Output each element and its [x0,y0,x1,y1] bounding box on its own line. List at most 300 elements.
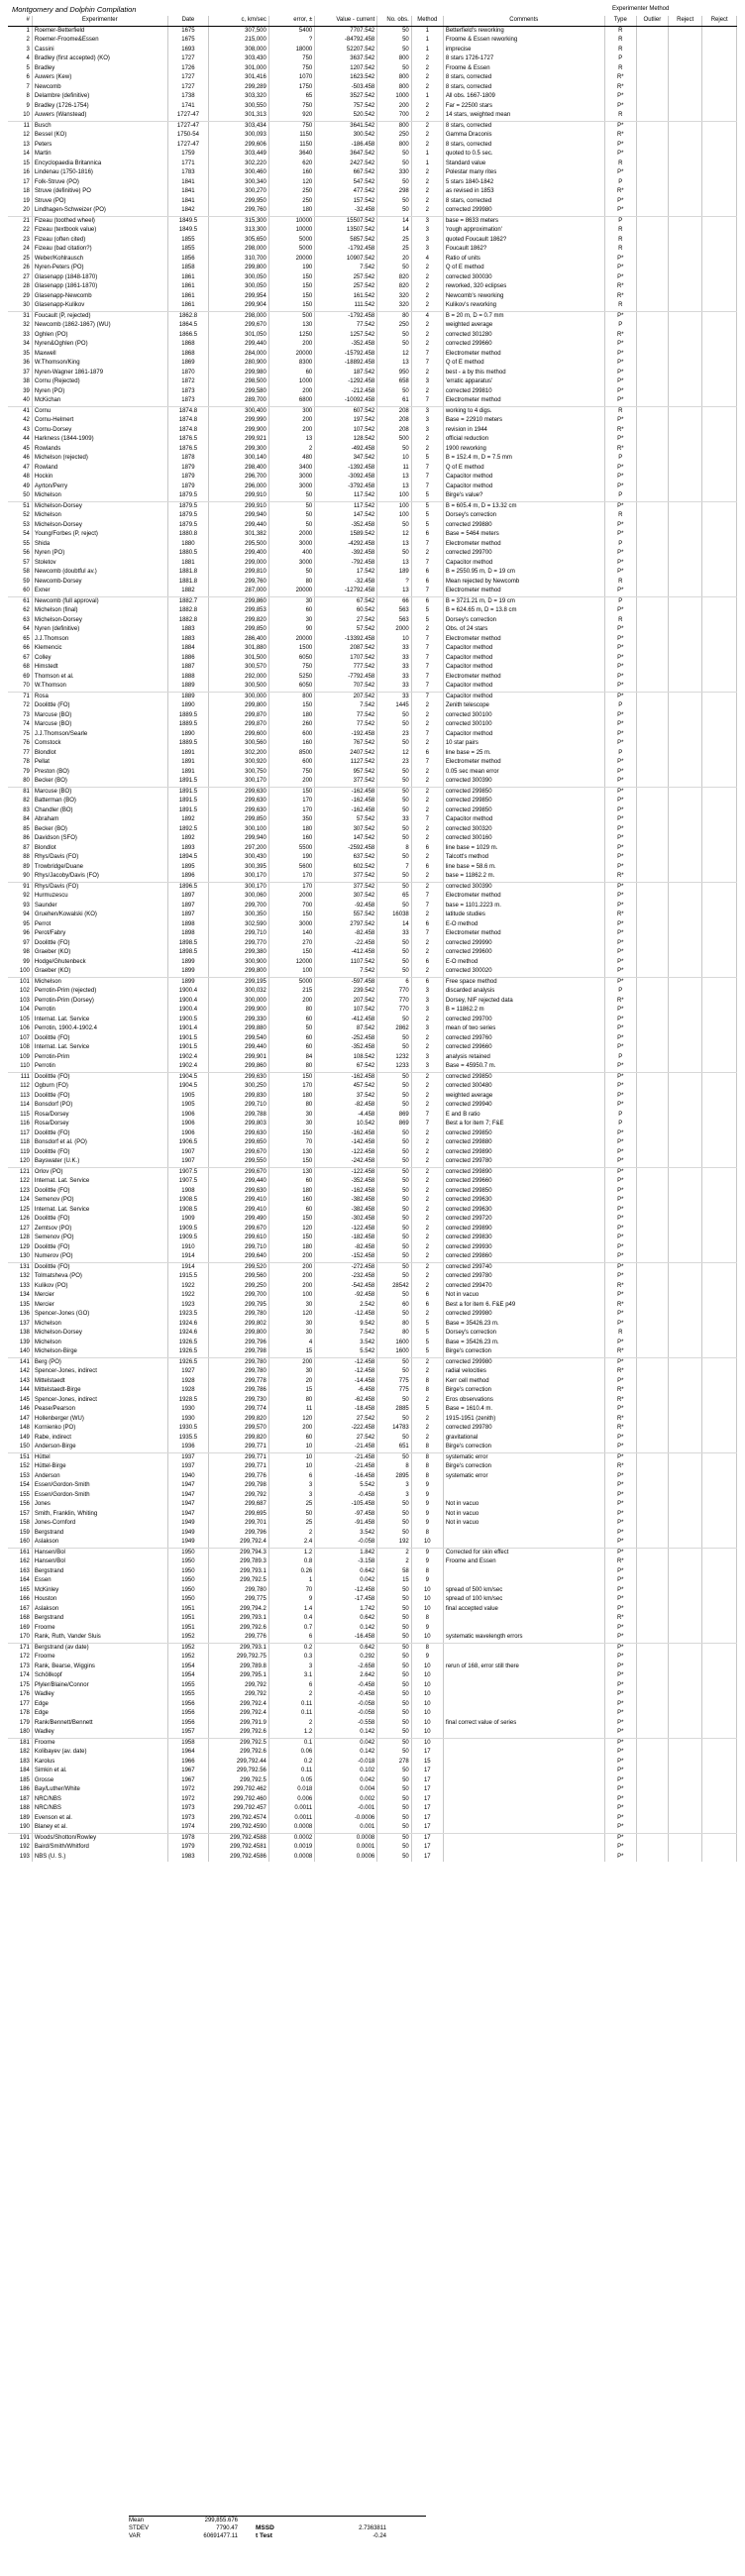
experimenter-cell: Tolmatsheva (PO) [32,1272,167,1282]
comment-cell: Best a for item 7; F&E [443,1120,604,1129]
table-row [8,1301,737,1311]
reject-1-cell [668,1462,701,1472]
error-value-cell: 65 [268,92,314,102]
experimenter-cell: Pellat [32,758,167,768]
value-minus-current-cell: 10.542 [315,1120,377,1129]
type-code-cell: R* [604,73,636,83]
comment-cell: 1915-1951 (zenith) [443,1415,604,1425]
mssd-label: MSSD [256,2524,274,2531]
error-value-cell: 0.0008 [268,1823,314,1833]
date-cell: 1915.5 [167,1272,209,1282]
row-index-cell: 193 [8,1853,32,1863]
error-value-cell: 190 [268,853,314,863]
reject-1-cell [668,967,701,977]
obs-count-cell: 13 [377,559,411,569]
experimenter-cell: Fizeau (textbook value) [32,226,167,236]
reject-2-cell [702,701,737,711]
obs-count-cell: 50 [377,1833,411,1843]
table-row [8,282,737,292]
experimenter-cell: Struve (PO) [32,197,167,207]
date-cell: 1899 [167,977,209,987]
reject-1-cell [668,1262,701,1272]
reject-1-cell [668,701,701,711]
date-cell: 1861 [167,273,209,283]
value-minus-current-cell: -0.058 [315,1700,377,1710]
row-index-cell: 15 [8,160,32,169]
speed-value-cell: 300,900 [209,958,269,968]
reject-1-cell [668,939,701,949]
error-value-cell: 50 [268,511,314,521]
speed-value-cell: 299,850 [209,815,269,825]
reject-2-cell [702,958,737,968]
type-code-cell: P* [604,549,636,559]
speed-value-cell: 300,570 [209,663,269,673]
method-code-cell: 9 [411,1510,443,1520]
reject-1-cell [668,1024,701,1034]
reject-1-cell [668,578,701,588]
error-value-cell: 150 [268,787,314,797]
error-value-cell: 120 [268,178,314,188]
value-minus-current-cell: -597.458 [315,977,377,987]
type-code-cell: P* [604,1234,636,1243]
error-value-cell: 0.006 [268,1795,314,1805]
error-value-cell: 750 [268,768,314,778]
outlier-mark-cell [636,1415,668,1425]
reject-2-cell [702,967,737,977]
outlier-mark-cell [636,701,668,711]
speed-value-cell: 299,792.75 [209,1653,269,1663]
date-cell: 1947 [167,1500,209,1510]
error-value-cell: 5250 [268,673,314,683]
experimenter-cell: Numerov (PO) [32,1252,167,1262]
reject-1-cell [668,1853,701,1863]
reject-1-cell [668,1833,701,1843]
error-value-cell: 0.11 [268,1700,314,1710]
date-cell: 1874.8 [167,426,209,436]
speed-value-cell: 299,860 [209,1062,269,1072]
date-cell: 1869 [167,359,209,369]
outlier-mark-cell [636,464,668,474]
experimenter-cell: Internat. Lat. Service [32,1016,167,1025]
comment-cell: Birge's correction [443,1347,604,1357]
experimenter-cell: Colley [32,654,167,664]
reject-2-cell [702,1053,737,1063]
date-cell: 1902.4 [167,1053,209,1063]
table-row [8,540,737,550]
method-code-cell: 2 [411,967,443,977]
experimenter-cell: Aslakson [32,1605,167,1615]
reject-1-cell [668,1767,701,1776]
error-value-cell: 750 [268,121,314,131]
method-code-cell: 17 [411,1833,443,1843]
date-cell: 1882.8 [167,616,209,626]
method-code-cell: 7 [411,730,443,740]
method-code-cell: 8 [411,1567,443,1577]
error-value-cell: 150 [268,911,314,920]
reject-2-cell [702,635,737,645]
type-code-cell: R* [604,426,636,436]
table-row [8,54,737,64]
obs-count-cell: 200 [377,102,411,112]
row-index-cell: 131 [8,1262,32,1272]
obs-count-cell: 50 [377,206,411,216]
row-index-cell: 20 [8,206,32,216]
obs-count-cell: 50 [377,1396,411,1406]
date-cell: 1891.5 [167,777,209,787]
experimenter-cell: Doolittle (FO) [32,701,167,711]
date-cell: 1876.5 [167,435,209,445]
reject-2-cell [702,396,737,406]
outlier-mark-cell [636,54,668,64]
reject-1-cell [668,168,701,178]
comment-cell: corrected 299850 [443,1072,604,1082]
value-minus-current-cell: -503.458 [315,83,377,93]
reject-2-cell [702,844,737,854]
method-code-cell: 2 [411,131,443,141]
error-value-cell: 600 [268,758,314,768]
speed-value-cell: 299,701 [209,1519,269,1529]
date-cell: 1957 [167,1728,209,1738]
value-minus-current-cell: 602.542 [315,863,377,873]
experimenter-cell: Rosa/Dorsey [32,1111,167,1121]
outlier-mark-cell [636,1776,668,1786]
row-index-cell: 96 [8,929,32,939]
error-value-cell: 180 [268,206,314,216]
experimenter-cell: Bradley (first accepted) (KO) [32,54,167,64]
ttest-value: -0.24 [372,2533,386,2539]
reject-2-cell [702,929,737,939]
experimenter-cell: Fizeau (bad citation?) [32,245,167,255]
value-minus-current-cell: -32.458 [315,206,377,216]
method-code-cell: 8 [411,1443,443,1452]
comment-cell [443,1624,604,1634]
comment-cell: 8 stars, corrected [443,73,604,83]
outlier-mark-cell [636,216,668,226]
comment-cell [443,1681,604,1691]
value-minus-current-cell: 377.542 [315,882,377,892]
obs-count-cell: 16038 [377,911,411,920]
method-code-cell: 2 [411,1262,443,1272]
obs-count-cell: 1600 [377,1347,411,1357]
comment-cell: working to 4 digs. [443,406,604,416]
type-code-cell: R* [604,445,636,455]
comment-cell: corrected 299890 [443,1225,604,1234]
obs-count-cell: 50 [377,1643,411,1653]
error-value-cell: 30 [268,1320,314,1330]
obs-count-cell: 50 [377,1225,411,1234]
outlier-mark-cell [636,682,668,692]
outlier-mark-cell [636,1472,668,1482]
reject-2-cell [702,1510,737,1520]
table-row [8,1329,737,1339]
table-row [8,387,737,397]
table-row [8,131,737,141]
table-row [8,1101,737,1111]
speed-value-cell: 299,289 [209,83,269,93]
value-minus-current-cell: -82.458 [315,1243,377,1253]
date-cell: 1956 [167,1719,209,1729]
reject-2-cell [702,1415,737,1425]
ttest-label: t Test [256,2532,272,2539]
reject-1-cell [668,853,701,863]
date-cell: 1930 [167,1415,209,1425]
obs-count-cell: 50 [377,1187,411,1197]
obs-count-cell: 50 [377,1167,411,1177]
speed-value-cell: 299,850 [209,625,269,635]
date-cell: 1879.5 [167,511,209,521]
type-code-cell: P* [604,1481,636,1491]
reject-2-cell [702,987,737,997]
date-cell: 1898 [167,920,209,930]
value-minus-current-cell: 957.542 [315,768,377,778]
reject-2-cell [702,464,737,474]
value-minus-current-cell: -17.458 [315,1595,377,1605]
reject-2-cell [702,1157,737,1167]
type-code-cell: P [604,454,636,464]
type-code-cell: P* [604,1157,636,1167]
speed-value-cell: 299,630 [209,787,269,797]
obs-count-cell: 3 [377,1491,411,1501]
reject-2-cell [702,1823,737,1833]
value-minus-current-cell: 0.642 [315,1643,377,1653]
row-index-cell: 25 [8,255,32,265]
comment-cell [443,1795,604,1805]
comment-cell: Base = 35426.23 m. [443,1320,604,1330]
value-minus-current-cell: -10092.458 [315,396,377,406]
date-cell: 1928 [167,1386,209,1396]
table-row [8,226,737,236]
date-cell: 1928 [167,1377,209,1387]
type-code-cell: P [604,216,636,226]
outlier-mark-cell [636,1234,668,1243]
experimenter-cell: Perrotin, 1900.4-1902.4 [32,1024,167,1034]
error-value-cell: 0.8 [268,1557,314,1567]
experimenter-cell: Semenov (PO) [32,1196,167,1206]
experimenter-cell: Hansen/Bol [32,1548,167,1557]
error-value-cell: 0.11 [268,1767,314,1776]
reject-2-cell [702,1605,737,1615]
row-index-cell: 54 [8,530,32,540]
type-code-cell: P* [604,1357,636,1367]
row-index-cell: 139 [8,1339,32,1348]
date-cell: 1893 [167,844,209,854]
outlier-mark-cell [636,311,668,321]
type-code-cell: P* [604,1709,636,1719]
date-cell: 1891.5 [167,806,209,816]
comment-cell: corrected 299660 [443,1177,604,1187]
row-index-cell: 146 [8,1405,32,1415]
table-row [8,491,737,501]
row-index-cell: 155 [8,1491,32,1501]
row-index-cell: 24 [8,245,32,255]
error-value-cell: 20000 [268,350,314,360]
row-index-cell: 178 [8,1709,32,1719]
row-index-cell: 186 [8,1785,32,1795]
row-index-cell: 53 [8,521,32,531]
reject-1-cell [668,1043,701,1053]
outlier-mark-cell [636,902,668,912]
type-code-cell: P* [604,273,636,283]
experimenter-cell: NRC/NBS [32,1804,167,1814]
comment-cell: base = 8633 meters [443,216,604,226]
table-row [8,730,737,740]
row-index-cell: 105 [8,1016,32,1025]
table-row [8,758,737,768]
obs-count-cell: 651 [377,1443,411,1452]
error-value-cell: 60 [268,369,314,378]
speed-value-cell: 299,710 [209,1243,269,1253]
outlier-mark-cell [636,911,668,920]
type-code-cell: P [604,596,636,606]
outlier-mark-cell [636,426,668,436]
method-code-cell: 3 [411,1053,443,1063]
type-code-cell: P* [604,568,636,578]
table-row [8,663,737,673]
date-cell: 1849.5 [167,216,209,226]
outlier-mark-cell [636,540,668,550]
reject-1-cell [668,501,701,511]
outlier-mark-cell [636,369,668,378]
table-row [8,692,737,701]
value-minus-current-cell: 77.542 [315,720,377,730]
experimenter-cell: Rank/Bennett/Bennett [32,1719,167,1729]
row-index-cell: 192 [8,1843,32,1853]
error-value-cell: 200 [268,777,314,787]
reject-2-cell [702,1785,737,1795]
reject-2-cell [702,787,737,797]
experimenter-cell: Newcomb [32,83,167,93]
obs-count-cell: 189 [377,568,411,578]
speed-value-cell: 299,780 [209,1586,269,1596]
experimenter-cell: Rowlands [32,445,167,455]
reject-2-cell [702,1167,737,1177]
reject-1-cell [668,1785,701,1795]
value-minus-current-cell: 17.542 [315,568,377,578]
reject-1-cell [668,1157,701,1167]
method-code-cell: 2 [411,168,443,178]
value-minus-current-cell: 307.542 [315,892,377,902]
value-minus-current-cell: -4.458 [315,1111,377,1121]
error-value-cell: 200 [268,1262,314,1272]
comment-cell: Newcomb's reworking [443,292,604,302]
comment-cell: Talcott's method [443,853,604,863]
reject-2-cell [702,682,737,692]
experimenter-cell: Chandler (BO) [32,806,167,816]
comment-cell: Dorsey's correction [443,511,604,521]
method-code-cell: 6 [411,578,443,588]
comment-cell: B = 2550.95 m, D = 19 cm [443,568,604,578]
table-row [8,882,737,892]
outlier-mark-cell [636,26,668,36]
comment-cell: Q of E method [443,464,604,474]
type-code-cell: P* [604,663,636,673]
method-code-cell: 2 [411,777,443,787]
comment-cell: corrected 299660 [443,340,604,350]
obs-count-cell: 50 [377,787,411,797]
outlier-mark-cell [636,777,668,787]
reject-1-cell [668,1367,701,1377]
row-index-cell: 79 [8,768,32,778]
row-index-cell: 109 [8,1053,32,1063]
type-code-cell: R* [604,1415,636,1425]
type-code-cell: P* [604,1633,636,1643]
type-code-cell: P* [604,1491,636,1501]
experimenter-cell: Plyler/Blaine/Connor [32,1681,167,1691]
date-cell: 1855 [167,236,209,246]
header-date: Date [167,16,209,26]
table-row [8,187,737,197]
obs-count-cell: 50 [377,1510,411,1520]
reject-2-cell [702,1738,737,1748]
obs-count-cell: 66 [377,596,411,606]
experimenter-cell: Rhys/Davis (FO) [32,853,167,863]
type-code-cell: P* [604,768,636,778]
value-minus-current-cell: 0.002 [315,1795,377,1805]
reject-2-cell [702,663,737,673]
date-cell: 1750-54 [167,131,209,141]
row-index-cell: 126 [8,1215,32,1225]
reject-2-cell [702,359,737,369]
outlier-mark-cell [636,1282,668,1292]
experimenter-cell: Michelson-Dorsey [32,1329,167,1339]
type-code-cell: R* [604,331,636,341]
value-minus-current-cell: 3.542 [315,1529,377,1539]
comment-cell: E-O method [443,958,604,968]
error-value-cell: 50 [268,491,314,501]
reject-1-cell [668,1472,701,1482]
obs-count-cell: 50 [377,825,411,835]
error-value-cell: 30 [268,1301,314,1311]
method-code-cell: 2 [411,806,443,816]
comment-cell [443,1843,604,1853]
date-cell: 1898.5 [167,939,209,949]
comment-cell: official reduction [443,435,604,445]
row-index-cell: 145 [8,1396,32,1406]
value-minus-current-cell: 347.542 [315,454,377,464]
method-code-cell: 6 [411,749,443,759]
reject-2-cell [702,102,737,112]
outlier-mark-cell [636,853,668,863]
type-code-cell: P* [604,825,636,835]
reject-1-cell [668,1814,701,1824]
error-value-cell: 750 [268,663,314,673]
reject-1-cell [668,1748,701,1758]
outlier-mark-cell [636,1624,668,1634]
outlier-mark-cell [636,521,668,531]
obs-count-cell: 800 [377,121,411,131]
value-minus-current-cell: 111.542 [315,301,377,311]
type-code-cell: P* [604,902,636,912]
type-code-cell: P* [604,1405,636,1415]
date-cell: 1894.5 [167,853,209,863]
reject-1-cell [668,1225,701,1234]
obs-count-cell: 50 [377,1291,411,1301]
date-cell: 1886 [167,654,209,664]
reject-2-cell [702,1462,737,1472]
reject-1-cell [668,1567,701,1577]
method-code-cell: 8 [411,1452,443,1462]
speed-value-cell: 301,880 [209,644,269,654]
comment-cell: Far = 22500 stars [443,102,604,112]
table-row [8,1653,737,1663]
method-code-cell: 2 [411,1434,443,1444]
comment-cell: Dorsey's correction [443,616,604,626]
experimenter-cell: Bradley [32,64,167,74]
outlier-mark-cell [636,1719,668,1729]
table-row [8,1243,737,1253]
experimenter-cell: Kolibayev (av. date) [32,1748,167,1758]
type-code-cell: P* [604,1605,636,1615]
